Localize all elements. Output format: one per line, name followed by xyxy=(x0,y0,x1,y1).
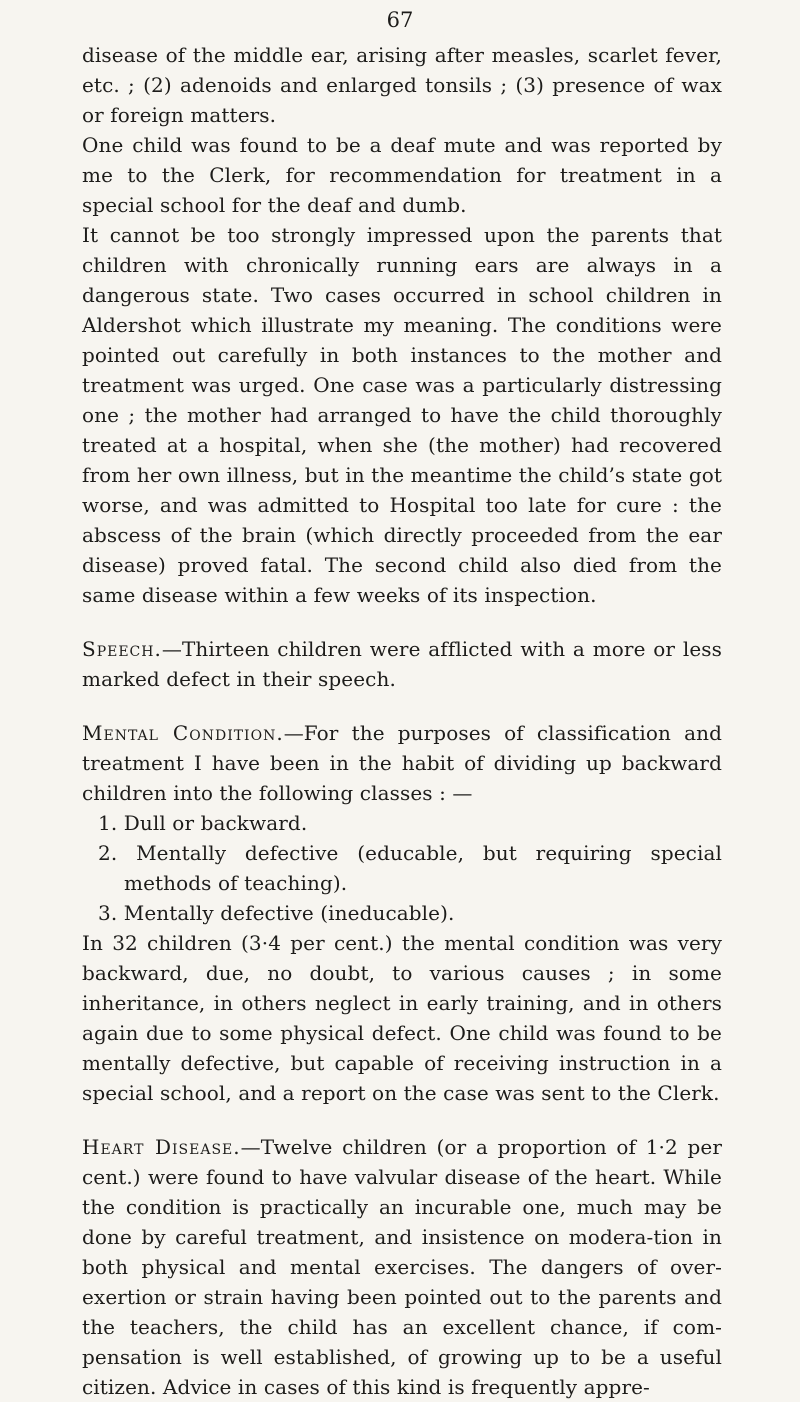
section-speech xyxy=(82,634,722,694)
heart-disease-heading: Heart Disease. xyxy=(82,1135,241,1159)
list-item: 3. Mentally defective (ineducable). xyxy=(98,901,455,925)
section-heart-disease xyxy=(82,1132,722,1402)
page-body xyxy=(82,40,722,1402)
paragraph-deaf-mute: One child was found to be a deaf mute and was reported by me to the Clerk, for recommendation for treatment in a special school for the deaf and dumb. xyxy=(82,133,722,217)
heart-disease-text: —Twelve children (or a proportion of 1·2 per cent.) were found to have valvular disease of the heart. While the condition is practically an incurable one, much may be done by careful treatment, and insistence on modera-tion in both physical and mental exercises. The dangers of over-exertion or strain having been pointed out to the parents and the teachers, the child has an excellent chance, if com-pensation is well established, of growing up to be a useful citizen. Advice in cases of this kind is frequently appre- xyxy=(82,1135,722,1399)
list-item: 2. Mentally defective (educable, but requiring special methods of teaching). xyxy=(98,841,722,895)
paragraph-backward-children: In 32 children (3·4 per cent.) the mental condition was very backward, due, no doubt, to various causes ; in some inheritance, in others neglect in early training, and in others again due to some physical defect. One child was found to be mentally defective, but capable of receiving instruction in a special school, and a report on the case was sent to the Clerk. xyxy=(82,931,722,1105)
paragraph-ear-causes: disease of the middle ear, arising after measles, scarlet fever, etc. ; (2) adenoids and enlarged tonsils ; (3) presence of wax or foreign matters. xyxy=(82,43,722,127)
mental-condition-text: —For the purposes of classification and treatment I have been in the habit of dividing up backward children into the following classes : — xyxy=(82,721,722,805)
speech-text: —Thirteen children were afflicted with a more or less marked defect in their speech. xyxy=(82,637,722,691)
list-item: 1. Dull or backward. xyxy=(98,811,308,835)
mental-condition-heading: Mental Condition. xyxy=(82,721,284,745)
paragraph-running-ears: It cannot be too strongly impressed upon the parents that children with chronically running ears are always in a dangerous state. Two cases occurred in school children in Aldershot which illustrate my meaning. The conditions were pointed out carefully in both instances to the mother and treatment was urged. One case was a particularly distressing one ; the mother had arranged to have the child thoroughly treated at a hospital, when she (the mother) had recovered from her own illness, but in the meantime the child’s state got worse, and was admitted to Hospital too late for cure : the abscess of the brain (which directly proceeded from the ear disease) proved fatal. The second child also died from the same disease within a few weeks of its inspection. xyxy=(82,223,722,607)
section-mental-condition xyxy=(82,718,722,808)
classes-list xyxy=(82,808,722,928)
speech-heading: Speech. xyxy=(82,637,162,661)
page-number: 67 xyxy=(386,8,414,32)
